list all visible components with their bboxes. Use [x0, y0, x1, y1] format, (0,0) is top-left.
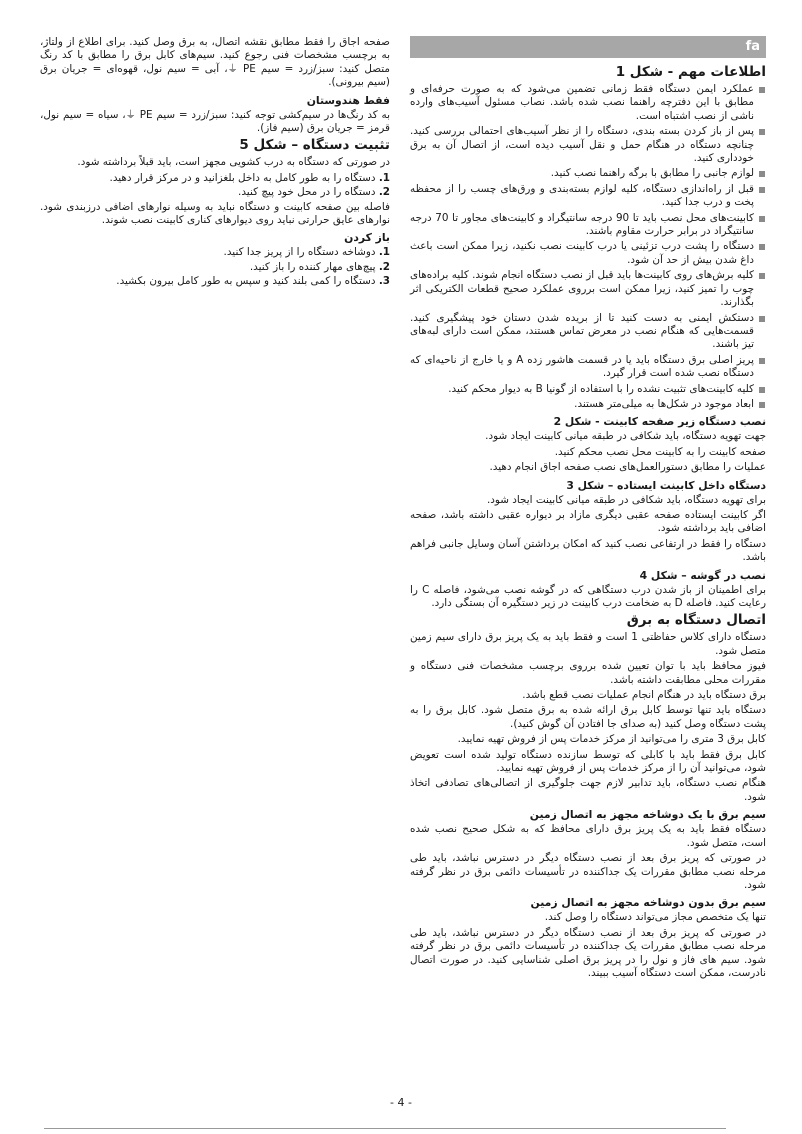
- important-info-list: [410, 83, 766, 411]
- paragraph: فاصله بین صفحه کابینت و دستگاه نباید به وسیله نوارهای اضافی درزبندی شود. نوارهای عایق حرارتی نباید روی دیوارهای کناری کابینت نصب شوند.: [40, 200, 390, 227]
- paragraph: در صورتی که دستگاه به درب کشویی مجهز است، باید قبلاً برداشته شود.: [77, 156, 390, 169]
- paragraph: برای اطمینان از باز شدن درب دستگاهی که در گوشه نصب می‌شود، فاصله C را رعایت کنید. فاصله D به ضخامت درب کابینت در زیر دستگیره آن بستگی دارد.: [410, 583, 766, 609]
- paragraph: دستگاه را فقط در ارتفاعی نصب کنید که امکان برداشتن آسان وسایل جانبی فراهم باشد.: [410, 537, 766, 564]
- paragraph: برق دستگاه باید در هنگام انجام عملیات نصب قطع باشد.: [522, 689, 766, 702]
- page-number: - 4 -: [390, 1096, 412, 1109]
- section-title-tall-cabinet: دستگاه داخل کابینت ایستاده – شکل 3: [566, 478, 766, 492]
- paragraph: دستگاه فقط باید به یک پریز برق دارای محافظ که به شکل صحیح نصب شده است، متصل شود.: [410, 823, 766, 849]
- step-item: 1. دوشاخه دستگاه را از پریز جدا کنید.: [223, 246, 390, 259]
- list-item: لوازم جانبی را مطابق با برگه راهنما نصب کنید.: [410, 167, 766, 180]
- list-item: ابعاد موجود در شکل‌ها به میلی‌متر هستند.: [410, 398, 766, 411]
- paragraph: هنگام نصب دستگاه، باید تدابیر لازم جهت جلوگیری از اتصالی‌های تصادفی اتخاذ شود.: [410, 777, 766, 803]
- section-title-fixing: تثبیت دستگاه – شکل 5: [239, 137, 390, 154]
- section-title-corner: نصب در گوشه – شکل 4: [639, 568, 766, 582]
- section-title-no-plug: سیم برق بدون دوشاخه مجهز به اتصال زمین: [530, 896, 766, 910]
- list-item: کلیه کابینت‌های تثبیت نشده را با استفاده از گونیا B به دیوار محکم کنید.: [410, 383, 766, 396]
- list-item: قبل از راه‌اندازی دستگاه، کلیه لوازم بسته‌بندی و ورق‌های چسب را از محفظه پخت و درب جدا کنید.: [410, 183, 766, 210]
- list-item: کلیه برش‌های روی کابینت‌ها باید قبل از نصب دستگاه انجام شوند. کلیه براده‌های چوب را تمیز کنید، زیرا ممکن است برروی عملکرد صحیح قطعات الکتریکی اثر بگذارند.: [410, 269, 766, 309]
- step-item: 2. پیچ‌های مهار کننده را باز کنید.: [249, 260, 390, 273]
- list-item: پس از باز کردن بسته بندی، دستگاه را از نظر آسیب‌های احتمالی بررسی کنید. چنانچه دستگاه در هنگام حمل و نقل آسیب دیده است، از اتصال آن به برق خودداری کنید.: [410, 125, 766, 165]
- step-item: 2. دستگاه را در محل خود پیچ کنید.: [238, 186, 390, 199]
- list-item: پریز اصلی برق دستگاه باید یا در قسمت هاشور زده A و یا خارج از ناحیه‌ای که دستگاه نصب شده است قرار گیرد.: [410, 354, 766, 381]
- paragraph: به کد رنگ‌ها در سیم‌کشی توجه کنید: سبز/زرد = سیم PE ⏚، سیاه = سیم نول، قرمز = جریان برق (سیم فاز).: [40, 108, 391, 135]
- paragraph: صفحه کابینت را به کابینت محل نصب محکم کنید.: [554, 445, 766, 458]
- paragraph: فیوز محافظ باید با توان تعیین شده برروی برچسب مشخصات فنی دستگاه و مقررات محلی مطابقت داشته باشد.: [410, 660, 766, 686]
- section-title-plug-earthed: سیم برق با یک دوشاخه مجهز به اتصال زمین: [529, 808, 766, 822]
- list-item: دستکش ایمنی به دست کنید تا از بریده شدن دستان خود پیشگیری کنید. قسمت‌هایی که هنگام نصب در معرض تماس هستند، ممکن است دارای لبه‌های تیز باشند.: [410, 312, 766, 352]
- removal-steps: [40, 246, 390, 288]
- paragraph: دستگاه باید تنها توسط کابل برق ارائه شده به برق متصل شود. کابل برق را به پشت دستگاه وصل کنید (به صدای جا افتادن آن گوش کنید).: [410, 704, 766, 730]
- section-title-electrical: اتصال دستگاه به برق: [626, 612, 766, 629]
- list-item: دستگاه را پشت درب تزئینی یا درب کابینت نصب نکنید، زیرا ممکن است باعث داغ شدن بیش از حد آن شود.: [410, 240, 766, 267]
- left-column: [40, 36, 390, 290]
- paragraph: جهت تهویه دستگاه، باید شکافی در طبقه میانی کابینت ایجاد شود.: [485, 430, 766, 443]
- paragraph: تنها یک متخصص مجاز می‌تواند دستگاه را وصل کند.: [544, 911, 766, 924]
- paragraph: کابل برق 3 متری را می‌توانید از مرکز خدمات پس از فروش تهیه نمایید.: [457, 733, 766, 746]
- paragraph: کابل برق فقط باید با کابلی که توسط سازنده دستگاه تولید شده است تعویض شود، می‌توانید آن را از مرکز خدمات پس از فروش تهیه نمایید.: [410, 748, 766, 775]
- right-column: [410, 36, 766, 982]
- paragraph: دستگاه دارای کلاس حفاظتی 1 است و فقط باید به یک پریز برق دارای سیم زمین متصل شود.: [410, 631, 766, 657]
- step-item: 3. دستگاه را کمی بلند کنید و سپس به طور کامل بیرون بکشید.: [116, 275, 390, 288]
- paragraph: برای تهویه دستگاه، باید شکافی در طبقه میانی کابینت ایجاد شود.: [486, 493, 766, 506]
- list-item: عملکرد ایمن دستگاه فقط زمانی تضمین می‌شود که به صورت حرفه‌ای و مطابق با این دفترچه راهنما نصب شده باشد. نصاب مسئول آسیب‌های وارده ناشی از نصب اشتباه است.: [410, 83, 766, 123]
- language-tab: fa: [410, 36, 766, 58]
- fixing-steps: [40, 172, 390, 200]
- step-item: 1. دستگاه را به طور کامل به داخل بلغزانید و در مرکز قرار دهید.: [109, 171, 390, 184]
- bottom-divider: [44, 1128, 726, 1129]
- paragraph: عملیات را مطابق دستورالعمل‌های نصب صفحه اجاق انجام دهید.: [489, 461, 766, 474]
- list-item: کابینت‌های محل نصب باید تا 90 درجه سانتیگراد و کابینت‌های مجاور تا 70 درجه سانتیگراد در برابر حرارت مقاوم باشند.: [410, 212, 766, 239]
- paragraph: در صورتی که پریز برق بعد از نصب دستگاه دیگر در دسترس نباشد، باید طی مرحله نصب مطابق مقررات یک جداکننده در تأسیسات دائمی برق در نظر گرفته شود.: [410, 852, 766, 891]
- paragraph: در صورتی که پریز برق بعد از نصب دستگاه دیگر در دسترس نباشد، باید طی مرحله نصب مطابق مقررات یک جداکننده در تأسیسات دائمی برق در نظر گرفته شود. سیم های فاز و نول را در پریز برق اصلی شناسایی کنید. در صورت اتصال نادرست، ممکن است دستگاه آسیب ببیند.: [410, 926, 766, 979]
- section-title-under-counter: نصب دستگاه زیر صفحه کابینت - شکل 2: [553, 415, 766, 429]
- paragraph: صفحه اجاق را فقط مطابق نقشه اتصال، به برق وصل کنید. برای اطلاع از ولتاژ، به برچسب مشخصات فنی رجوع کنید. سیم‌های کابل برق را مطابق با کد رنگ متصل کنید: سبز/زرد = سیم PE ⏚، آبی = سیم نول، قهوه‌ای = جریان برق (سیم بیرونی).: [40, 36, 390, 89]
- section-title-important: اطلاعات مهم - شکل 1: [615, 64, 766, 80]
- section-title-india: فقط هندوستان: [306, 93, 390, 107]
- paragraph: اگر کابینت ایستاده صفحه عقبی دیگری مازاد بر دیواره عقبی داشته باشد، صفحه اضافی باید برداشته شود.: [410, 508, 766, 535]
- section-title-removal: باز کردن: [344, 231, 390, 245]
